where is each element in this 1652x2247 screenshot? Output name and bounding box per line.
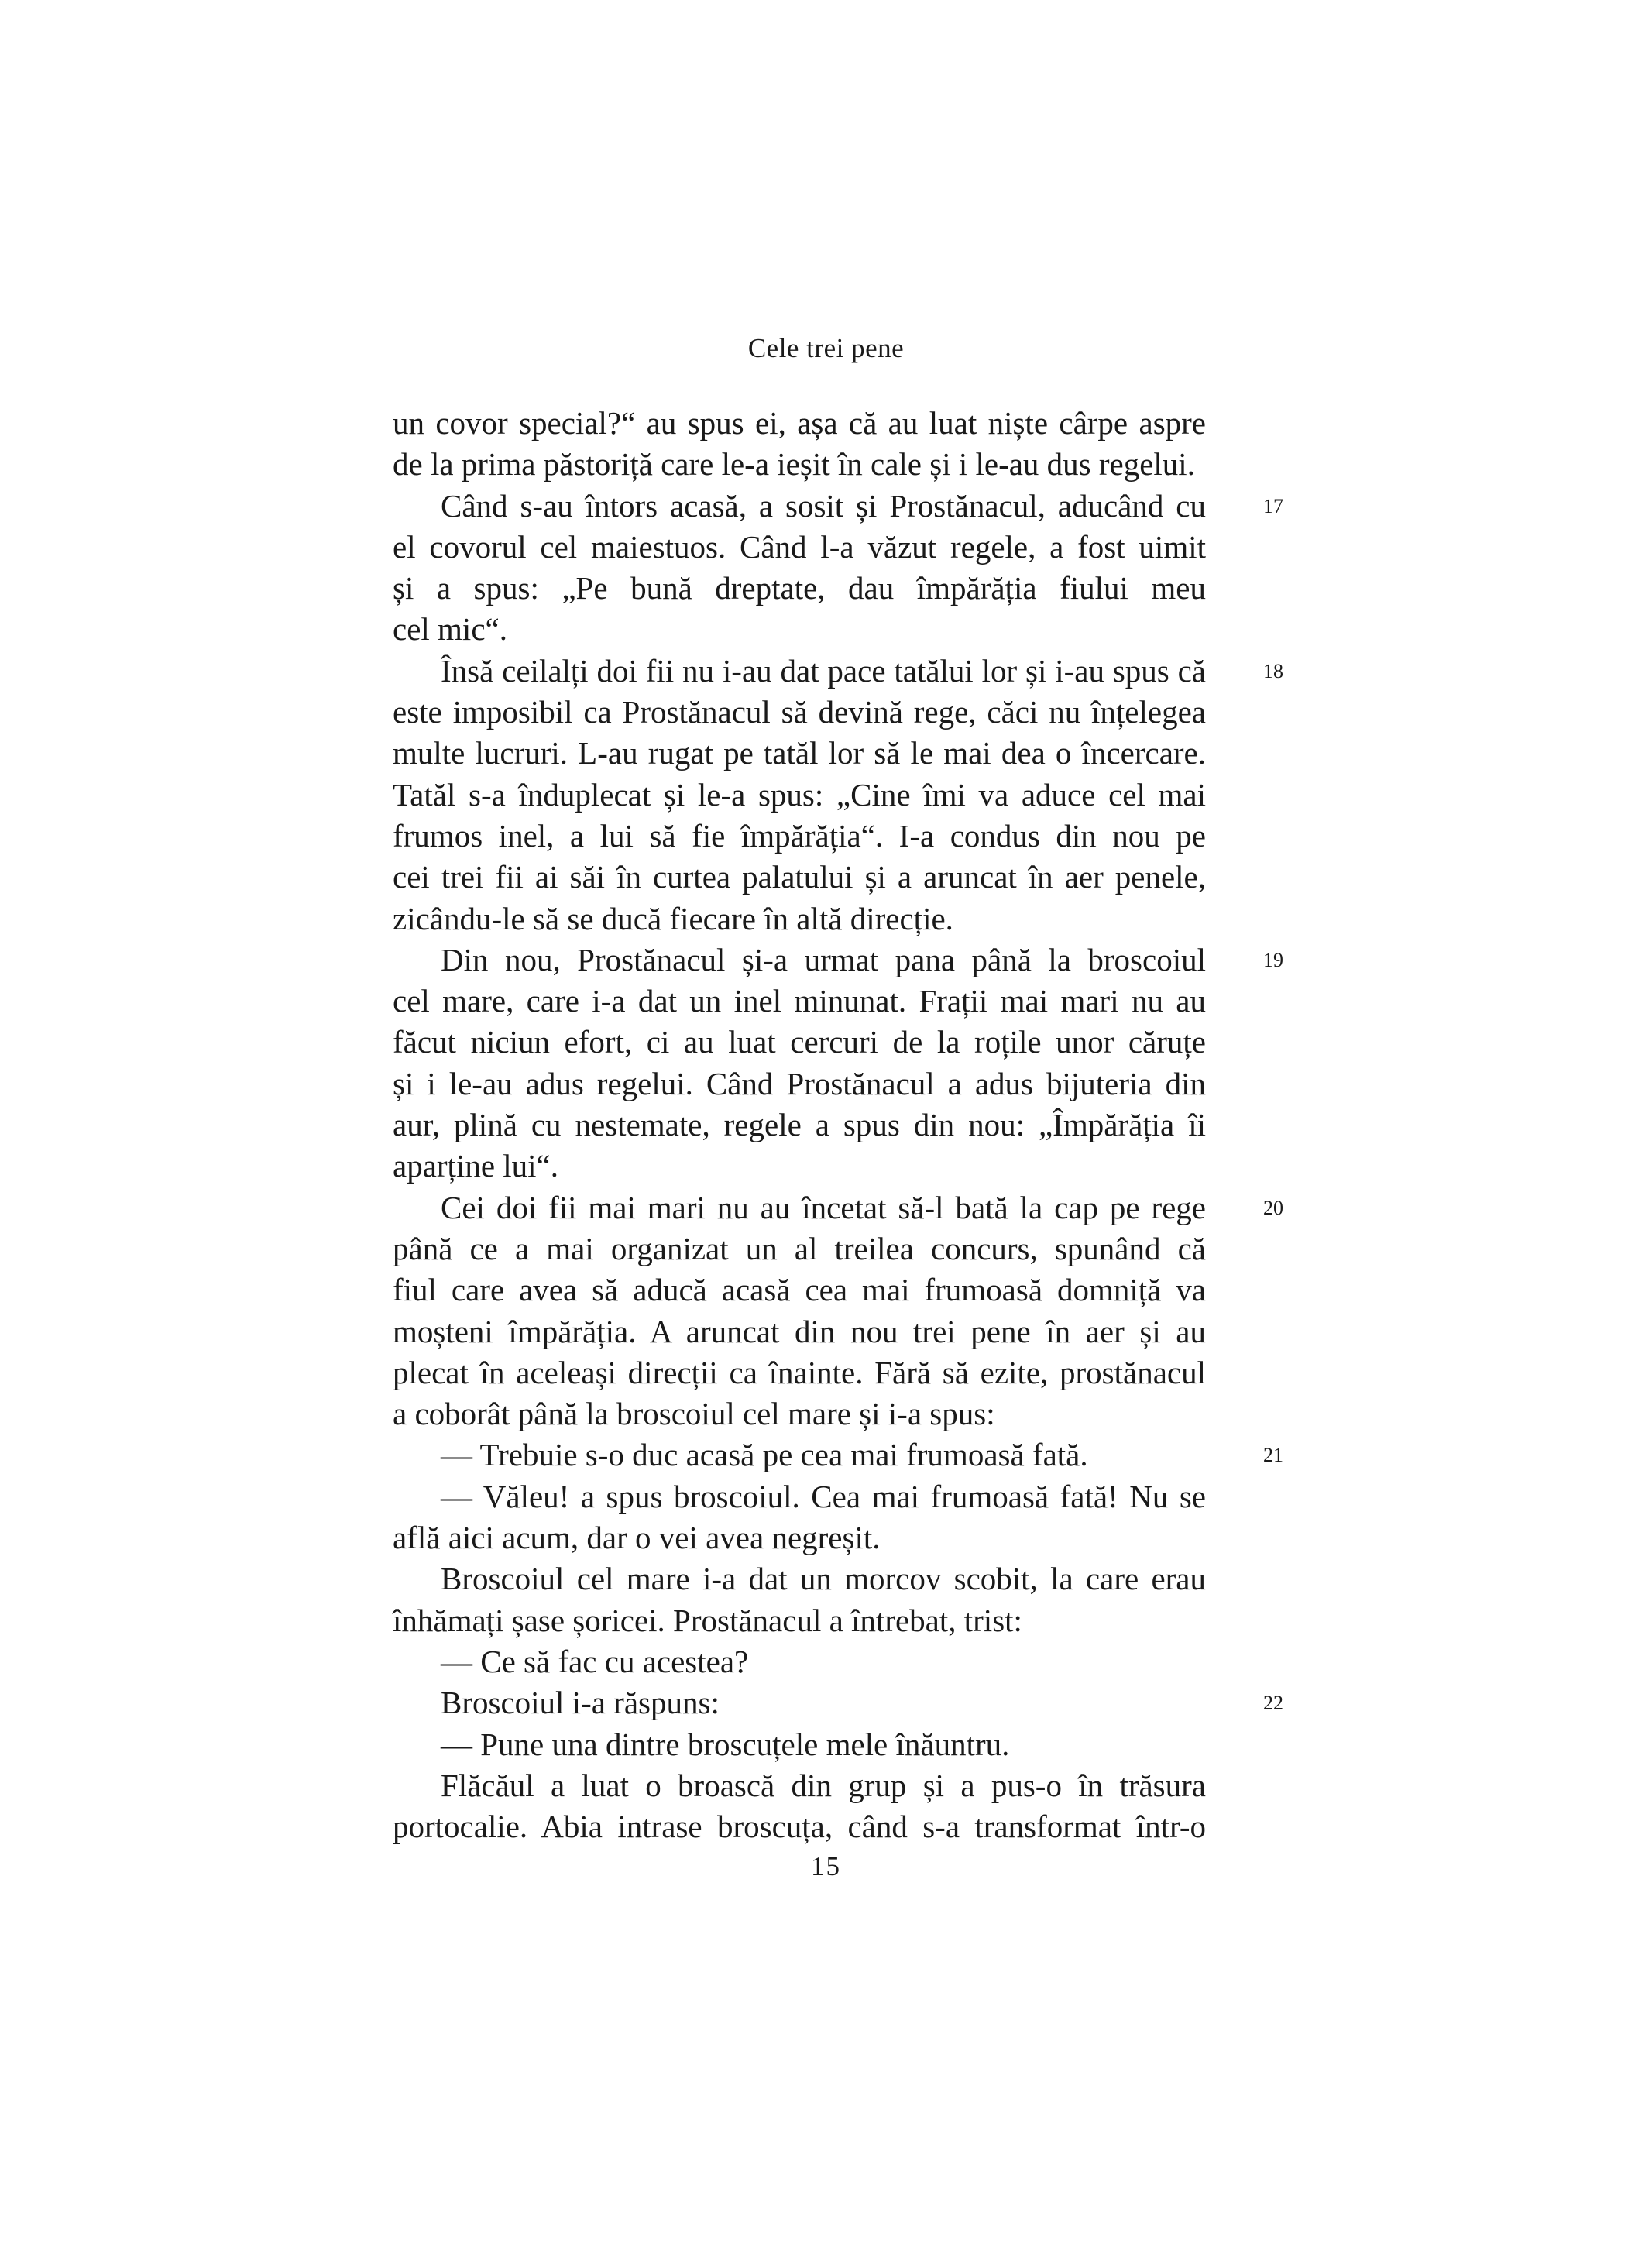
text-line: aur, plină cu nestemate, regele a spus din nou: „Împărăția îi: [393, 1107, 1206, 1143]
dialogue-line: — Trebuie s-o duc acasă pe cea mai frumoasă fată.: [441, 1437, 1088, 1473]
paragraph: [393, 486, 1283, 651]
text-line: portocalie. Abia intrase broscuța, când s-a transformat într-o: [393, 1809, 1206, 1845]
dialogue-line: — Ce să fac cu acestea?: [441, 1643, 749, 1679]
text-line: înhămați șase șoricei. Prostănacul a întrebat, trist:: [393, 1602, 1022, 1638]
verse-number: 17: [1263, 494, 1283, 517]
paragraph: [393, 1187, 1283, 1435]
verse-number: 18: [1263, 659, 1283, 682]
text-line: frumos inel, a lui să fie împărăția“. I-a condus din nou pe: [393, 817, 1206, 854]
text-line: Flăcăul a luat o broască din grup și a pus-o în trăsura: [441, 1767, 1206, 1803]
text-line: cei trei fii ai săi în curtea palatului și a aruncat în aer penele,: [393, 859, 1206, 895]
paragraph: [393, 1682, 1283, 1723]
text-line: făcut niciun efort, ci au luat cercuri de la roțile unor căruțe: [393, 1024, 1206, 1060]
text-line: este imposibil ca Prostănacul să devină rege, căci nu înțelegea: [393, 694, 1206, 730]
verse-number: 20: [1263, 1196, 1283, 1219]
text-line: Cei doi fii mai mari nu au încetat să-l bată la cap pe rege: [441, 1189, 1206, 1225]
text-line: a coborât până la broscoiul cel mare și i-a spus:: [393, 1396, 995, 1432]
text-line: un covor special?“ au spus ei, așa că au luat niște cârpe aspre: [393, 405, 1206, 441]
text-line: de la prima păstoriță care le-a ieșit în cale și i le-au dus regelui.: [393, 446, 1195, 483]
text-line: Tatăl s-a înduplecat și le-a spus: „Cine îmi va aduce cel mai: [393, 776, 1206, 813]
text-line: și a spus: „Pe bună dreptate, dau împărăția fiului meu: [393, 570, 1206, 606]
paragraph: [393, 651, 1283, 940]
paragraph: [393, 1476, 1206, 1559]
text-line: cel mare, care i-a dat un inel minunat. Frații mai mari nu au: [393, 983, 1206, 1019]
paragraph: [393, 1434, 1283, 1476]
text-line: plecat în aceleași direcții ca înainte. Fără să ezite, prostănacul: [393, 1354, 1206, 1390]
text-line: Din nou, Prostănacul și-a urmat pana până la broscoiul: [441, 941, 1206, 977]
page-number: 15: [811, 1851, 841, 1881]
verse-number: 19: [1263, 948, 1283, 971]
paragraph: [393, 1641, 1206, 1682]
paragraph: [393, 403, 1206, 486]
paragraph: [393, 1558, 1206, 1641]
text-line: cel mic“.: [393, 611, 507, 648]
running-header: Cele trei pene: [747, 333, 905, 363]
text-line: Însă ceilalți doi fii nu i-au dat pace tatălui lor și i-au spus că: [441, 652, 1206, 689]
paragraph: [393, 1724, 1206, 1765]
text-line: zicându-le să se ducă fiecare în altă direcție.: [393, 900, 953, 936]
paragraph: [393, 940, 1283, 1187]
text-line: multe lucruri. L-au rugat pe tatăl lor să le mai dea o încercare.: [393, 735, 1206, 771]
text-line: și i le-au adus regelui. Când Prostănacul a adus bijuteria din: [393, 1065, 1206, 1101]
dialogue-line: — Pune una dintre broscuțele mele înăuntru.: [441, 1726, 1010, 1762]
dialogue-line: — Văleu! a spus broscoiul. Cea mai frumoasă fată! Nu se: [441, 1478, 1206, 1514]
text-line: fiul care avea să aducă acasă cea mai frumoasă domniță va: [393, 1272, 1206, 1308]
verse-number: 22: [1263, 1692, 1283, 1715]
text-line: moșteni împărăția. A aruncat din nou trei pene în aer și au: [393, 1313, 1206, 1349]
text-line: Când s-au întors acasă, a sosit și Prostănacul, aducând cu: [441, 487, 1206, 524]
text-line: până ce a mai organizat un al treilea concurs, spunând că: [393, 1230, 1206, 1266]
body-text: [393, 403, 1283, 1847]
paragraph: [393, 1765, 1206, 1848]
verse-number: 21: [1263, 1444, 1283, 1467]
text-line: Broscoiul i-a răspuns:: [441, 1685, 720, 1721]
text-line: aparține lui“.: [393, 1148, 559, 1184]
text-line: află aici acum, dar o vei avea negreșit.: [393, 1520, 881, 1556]
text-line: el covorul cel maiestuos. Când l-a văzut regele, a fost uimit: [393, 528, 1206, 565]
text-line: Broscoiul cel mare i-a dat un morcov scobit, la care erau: [441, 1561, 1206, 1597]
